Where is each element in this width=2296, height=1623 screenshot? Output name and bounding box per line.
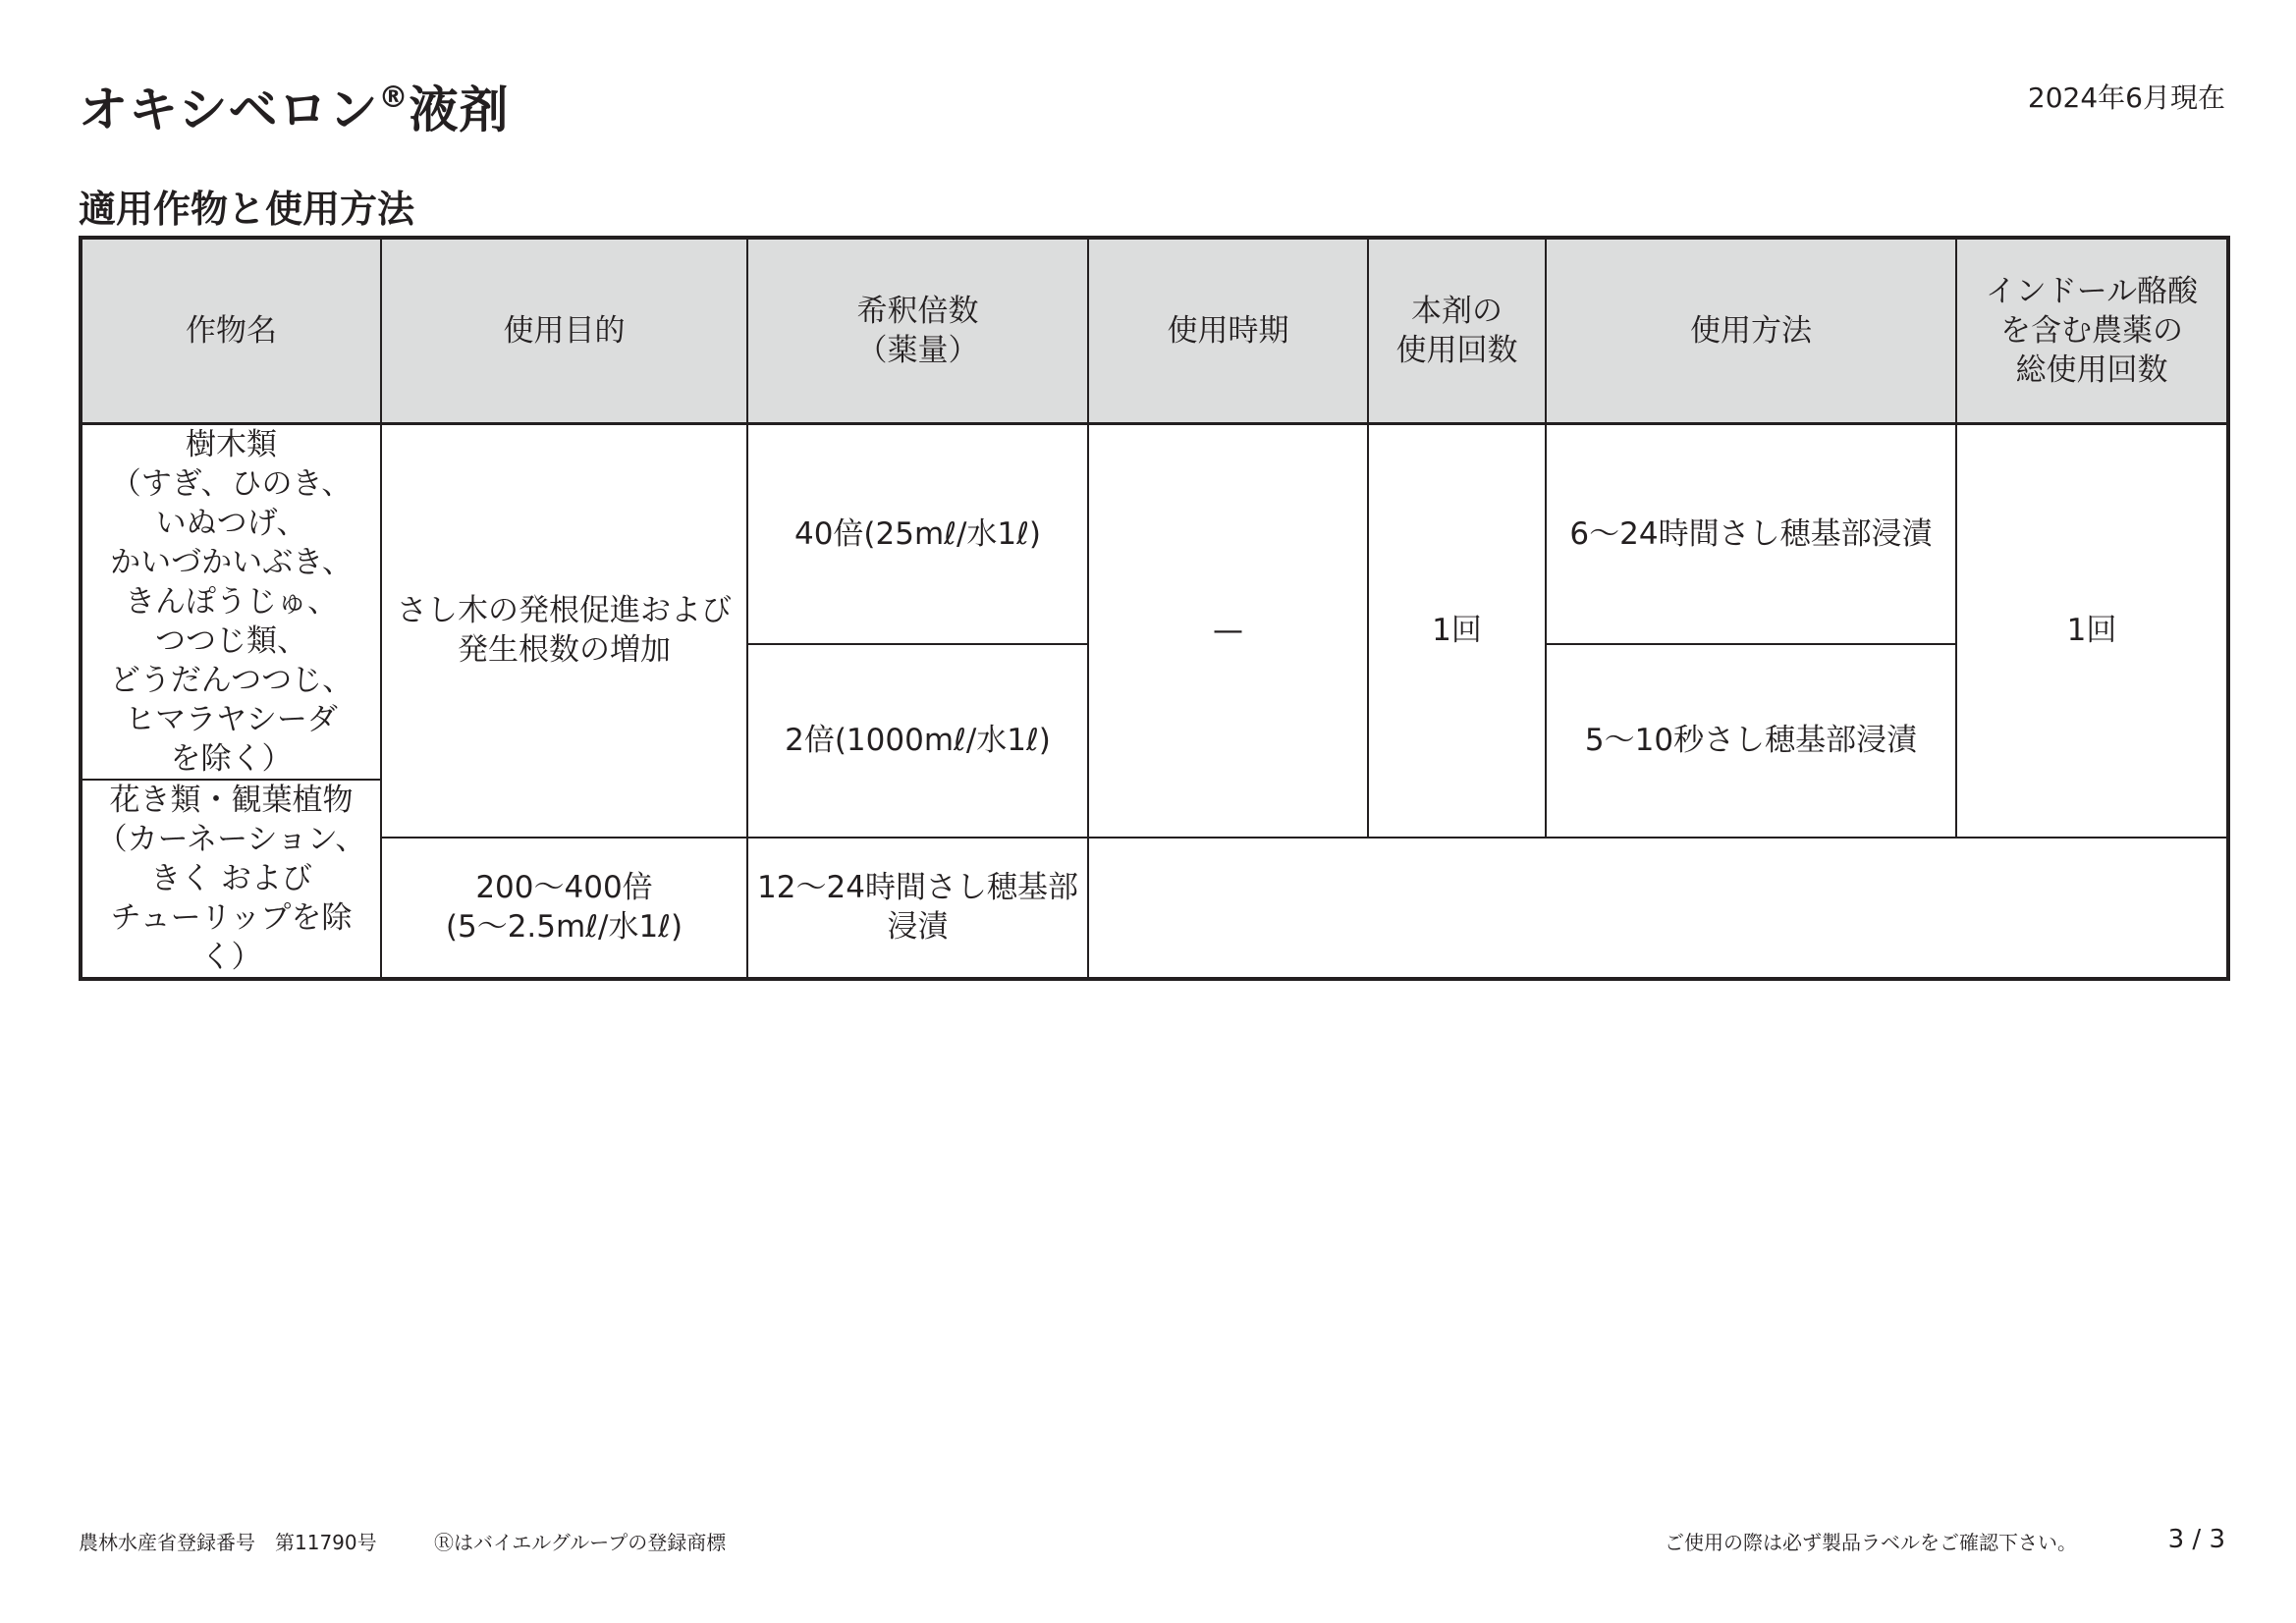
timing-cell: — — [1088, 424, 1368, 838]
title-main: オキシベロン — [79, 81, 379, 138]
dilution-cell-3: 200〜400倍 (5〜2.5mℓ/水1ℓ) — [381, 838, 747, 979]
dilution-cell-2: 2倍(1000mℓ/水1ℓ) — [747, 644, 1088, 838]
table-row — [81, 424, 2228, 645]
application-table — [79, 236, 2230, 981]
method-cell-2: 5〜10秒さし穂基部浸漬 — [1546, 644, 1956, 838]
document-title — [79, 71, 510, 141]
count-cell: 1回 — [1368, 424, 1546, 838]
trademark-notice: Ⓡはバイエルグループの登録商標 — [434, 1531, 727, 1554]
total-count-cell: 1回 — [1956, 424, 2228, 838]
purpose-cell: さし木の発根促進および 発生根数の増加 — [381, 424, 747, 838]
method-cell-1: 6〜24時間さし穂基部浸漬 — [1546, 424, 1956, 645]
method-cell-3: 12〜24時間さし穂基部浸漬 — [747, 838, 1088, 979]
header-crop: 作物名 — [81, 238, 381, 424]
registration-number: 農林水産省登録番号 第11790号 — [79, 1531, 377, 1554]
dilution-cell-1: 40倍(25mℓ/水1ℓ) — [747, 424, 1088, 645]
page-number: 3 / 3 — [2167, 1525, 2225, 1554]
label-notice: ご使用の際は必ず製品ラベルをご確認下さい。 — [1665, 1531, 2077, 1554]
header-total-count: インドール酪酸 を含む農薬の 総使用回数 — [1956, 238, 2228, 424]
registered-mark: ® — [378, 81, 410, 115]
table-row — [81, 838, 2228, 979]
section-title: 適用作物と使用方法 — [79, 188, 415, 231]
header-count: 本剤の 使用回数 — [1368, 238, 1546, 424]
crop-trees-cell: 樹木類 （すぎ、ひのき、 いぬつげ、 かいづかいぶき、 きんぽうじゅ、 つつじ類、 どうだんつつじ、 ヒマラヤシーダ を除く） — [81, 424, 381, 781]
header-method: 使用方法 — [1546, 238, 1956, 424]
table-header-row — [81, 238, 2228, 424]
title-suffix: 液剤 — [409, 81, 510, 138]
document-date: 2024年6月現在 — [2027, 81, 2225, 114]
header-purpose: 使用目的 — [381, 238, 747, 424]
header-dilution: 希釈倍数 （薬量） — [747, 238, 1088, 424]
header-timing: 使用時期 — [1088, 238, 1368, 424]
crop-flowers-cell: 花き類・観葉植物 （カーネーション、 きく および チューリップを除く） — [81, 780, 381, 979]
